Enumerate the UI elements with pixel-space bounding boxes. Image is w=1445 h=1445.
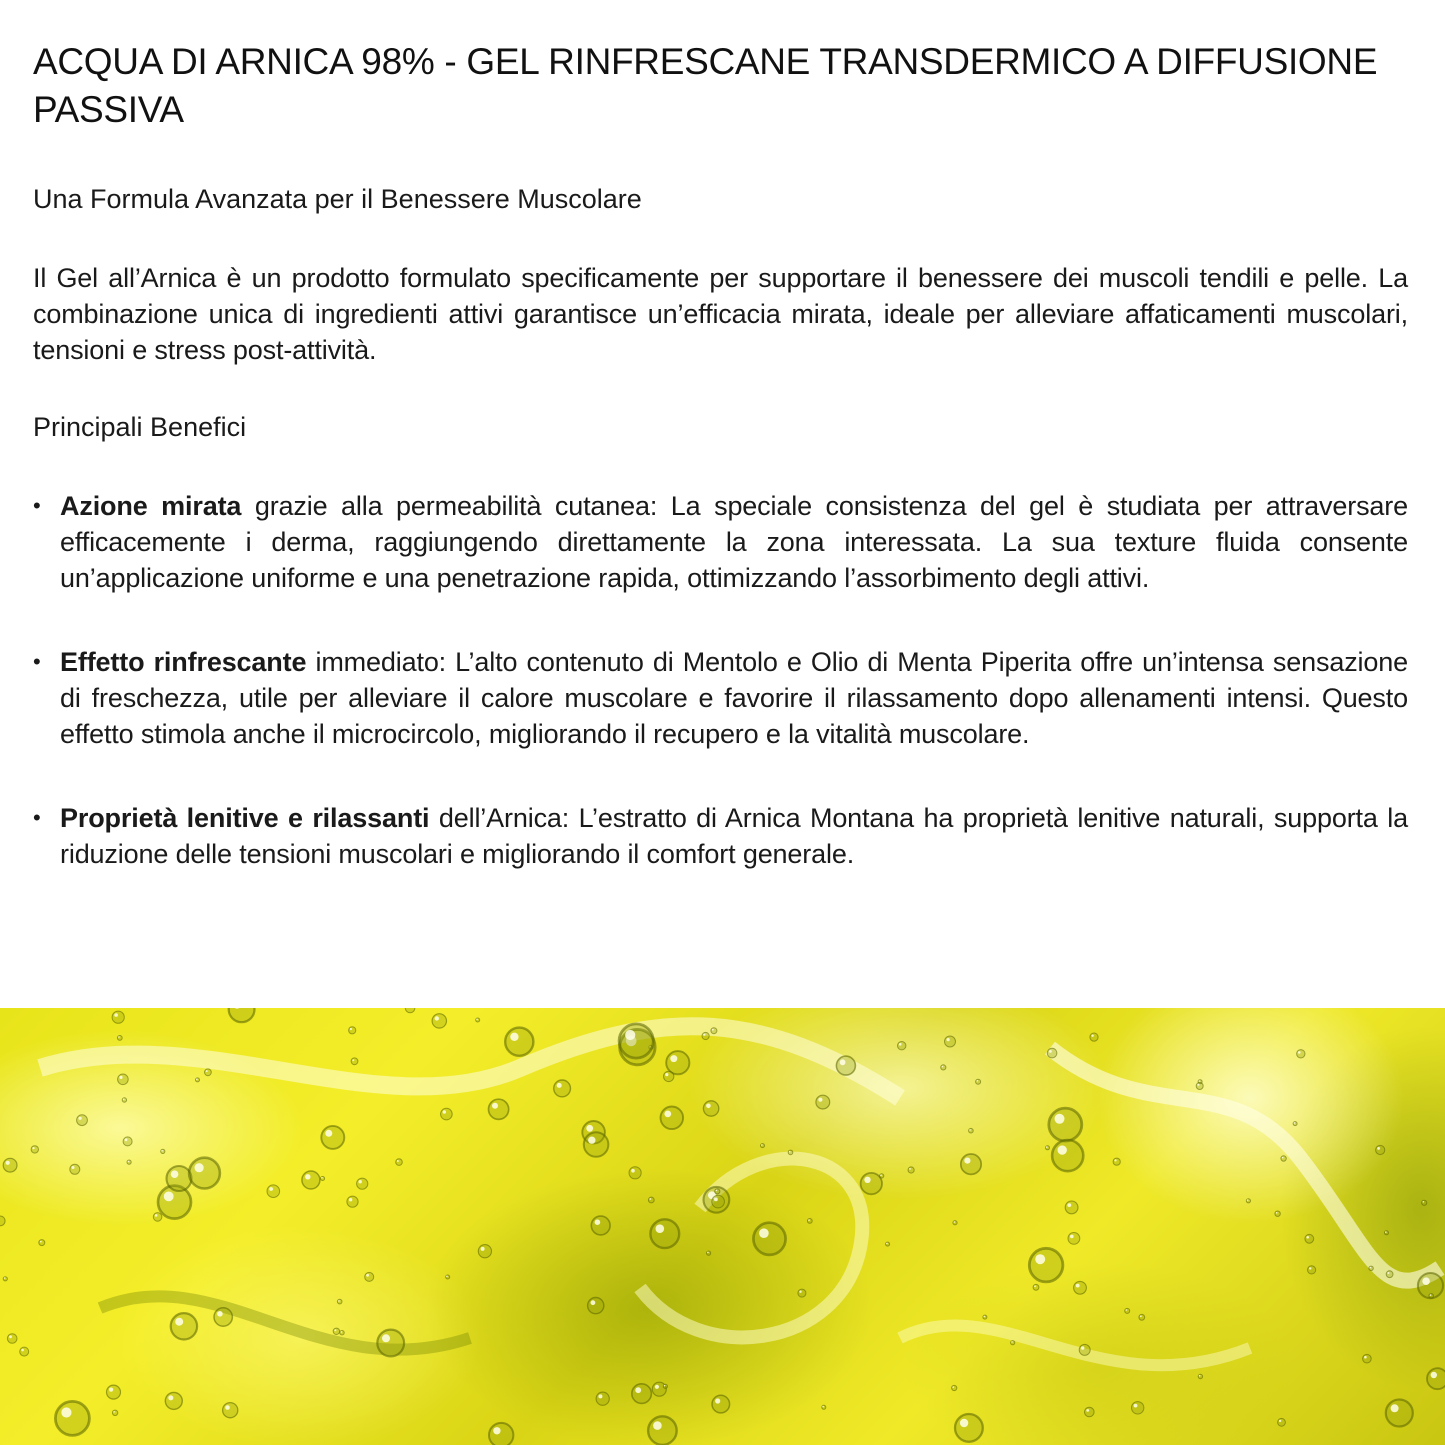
bubble [365,1272,374,1281]
bubble [302,1171,320,1189]
bubble [505,1028,533,1056]
bubble [118,1074,129,1085]
bubble [969,1128,974,1133]
bubble [650,1219,679,1248]
bubble [1275,1211,1280,1216]
bubble [489,1423,513,1445]
bubble [1297,1050,1305,1058]
bubble [1305,1234,1314,1243]
bubble [196,1078,200,1082]
bubble [214,1308,232,1326]
bubble [357,1178,368,1189]
bubble [816,1095,830,1109]
gel-swirl [1050,1048,1440,1281]
bubble [898,1042,906,1050]
bubble [664,1071,674,1081]
bubble [1033,1284,1039,1290]
bubble [629,1167,641,1179]
bubble [77,1115,88,1126]
gel-swirl [900,1325,1250,1365]
benefit-text: grazie alla permeabilità cutanea: La speciale consistenza del gel è studiata per attraversare efficacemente i derma, raggiungendo direttamente la zona interessata. La sua texture fluida consente un’applicazione uniforme e una penetrazione rapida, ottimizzando l’assorbimento degli attivi. [60,491,1408,593]
subtitle: Una Formula Avanzata per il Benessere Muscolare [33,184,642,214]
bubble [478,1245,491,1258]
bullet-icon: • [33,493,41,518]
bubble [1369,1266,1373,1270]
bubble [983,1315,987,1319]
bubble [1085,1407,1095,1417]
bubble [171,1313,197,1339]
intro-paragraph: Il Gel all’Arnica è un prodotto formulato specificamente per supportare il benessere dei muscoli tendili e pelle. La combinazione unica di ingredienti attivi garantisce un’efficacia mirata, ideale per alleviare affaticamenti muscolari, tensioni e stress post-attività. [33,263,1408,365]
bubble [31,1146,38,1153]
bubble [753,1223,785,1255]
bubble [788,1150,793,1155]
bubble [886,1242,890,1246]
bubble [1052,1140,1083,1171]
bubble [432,1014,446,1028]
bubble [632,1384,652,1404]
bubble [1198,1374,1202,1378]
bubble [1139,1314,1145,1320]
bubble [648,1416,677,1445]
bubble [702,1032,709,1039]
bubble [127,1160,131,1164]
bubble [712,1395,730,1413]
bubble [1065,1201,1078,1214]
bubble [405,1008,415,1013]
bubble [337,1299,342,1304]
bullet-icon: • [33,805,41,830]
bubble [1429,1294,1434,1299]
bubble [1196,1083,1203,1090]
bubble [347,1196,358,1207]
bubble [807,1219,812,1224]
bubble [1113,1158,1120,1165]
bubble [955,1414,983,1442]
bubbles-layer [0,1008,1445,1445]
bubble [123,1137,132,1146]
bubble [798,1289,806,1297]
bubble [584,1132,609,1157]
benefits-heading: Principali Benefici [33,412,247,442]
bubble [1281,1156,1286,1161]
bubble [554,1080,571,1097]
bubble [1132,1402,1144,1414]
text-content [33,38,1408,920]
bubble [941,1065,946,1070]
bubble [1385,1231,1389,1235]
bubble [861,1173,882,1194]
bubble [836,1056,855,1075]
bubble [321,1126,344,1149]
bubble [1029,1248,1063,1282]
bubble [229,1008,255,1022]
bubble [976,1079,981,1084]
bubble [112,1410,117,1415]
bubble [880,1174,884,1178]
bubble [476,1018,480,1022]
bubble [1125,1308,1130,1313]
benefits-list [33,488,1408,872]
benefit-title: Effetto rinfrescante [60,647,307,677]
bubble [591,1216,610,1235]
benefit-item-targeted-action [33,488,1408,596]
bubble [0,1216,5,1226]
bubble [321,1177,325,1181]
benefit-title: Azione mirata [60,491,242,521]
benefit-item-soothing-properties [33,800,1408,872]
bubble [107,1385,121,1399]
bubble [161,1149,165,1153]
bubble [1293,1122,1297,1126]
bubble [39,1240,45,1246]
bubble [396,1159,403,1166]
bubble [167,1166,192,1191]
bubble [1074,1281,1087,1294]
bubble [596,1392,609,1405]
bubble [205,1069,212,1076]
bullet-icon: • [33,649,41,674]
bubble [70,1164,80,1174]
bubble [3,1277,7,1281]
bubble [1308,1266,1316,1274]
bubble [619,1024,653,1058]
bubble [1427,1368,1445,1389]
bubble [1422,1200,1427,1205]
bubble [712,1195,725,1208]
benefit-text: dell’Arnica: L’estratto di Arnica Montana ha proprietà lenitive naturali, supporta la riduzione delle tensioni muscolari e migliorando il comfort generale. [60,803,1408,869]
bubble [3,1158,17,1172]
bubble [55,1401,89,1435]
bubble [1090,1033,1098,1041]
bubble [489,1099,509,1119]
bubble [588,1298,604,1314]
bubble [117,1036,122,1041]
bubble [1011,1341,1015,1345]
bubble [952,1385,957,1390]
bubble [908,1167,914,1173]
bubble [340,1331,344,1335]
gel-swirl [40,1026,900,1098]
bubble [715,1189,720,1194]
bubble [1047,1048,1057,1058]
bubble [1376,1145,1385,1154]
bubble [663,1384,667,1388]
bubble [1386,1271,1393,1278]
bubble [112,1011,124,1023]
bubble [223,1403,238,1418]
bubble [1278,1418,1286,1426]
bubble [961,1154,981,1174]
bubble [446,1275,450,1279]
bubble [648,1197,654,1203]
bubble [1363,1354,1372,1363]
bubble [1068,1233,1080,1245]
bubble [122,1098,126,1102]
bubble [1049,1108,1082,1141]
bubble [377,1330,404,1357]
bubble [267,1185,280,1198]
bubble [165,1392,182,1409]
bubble [20,1347,29,1356]
gel-swirl [640,1159,862,1338]
bubble [333,1328,339,1334]
bubble [1046,1146,1050,1150]
benefit-item-cooling-effect [33,644,1408,752]
bubble [761,1144,765,1148]
bubble [703,1101,718,1116]
bubble [953,1221,957,1225]
bubble [707,1251,711,1255]
bubble [349,1027,356,1034]
page-title: ACQUA DI ARNICA 98% - GEL RINFRESCANE TRANSDERMICO A DIFFUSIONE PASSIVA [33,41,1378,130]
benefit-title: Proprietà lenitive e rilassanti [60,803,430,833]
bubble [189,1158,220,1189]
bubble [945,1036,956,1047]
gel-bubbles-image [0,1008,1445,1445]
bubble [661,1107,684,1130]
bubble [1079,1344,1090,1355]
bubble [822,1405,826,1409]
bubble [1246,1199,1250,1203]
bubble [441,1108,453,1120]
benefit-text: immediato: L’alto contenuto di Mentolo e Olio di Menta Piperita offre un’intensa sensazione di freschezza, utile per alleviare il calore muscolare e favorire il rilassamento dopo allenamenti intensi. Questo effetto stimola anche il microcircolo, migliorando il recupero e la vitalità muscolare. [60,647,1408,749]
bubble [1386,1400,1413,1427]
bubble [153,1213,162,1222]
bubble [7,1334,17,1344]
bubble [711,1028,717,1034]
bubble [351,1058,358,1065]
gel-swirl [100,1296,470,1349]
